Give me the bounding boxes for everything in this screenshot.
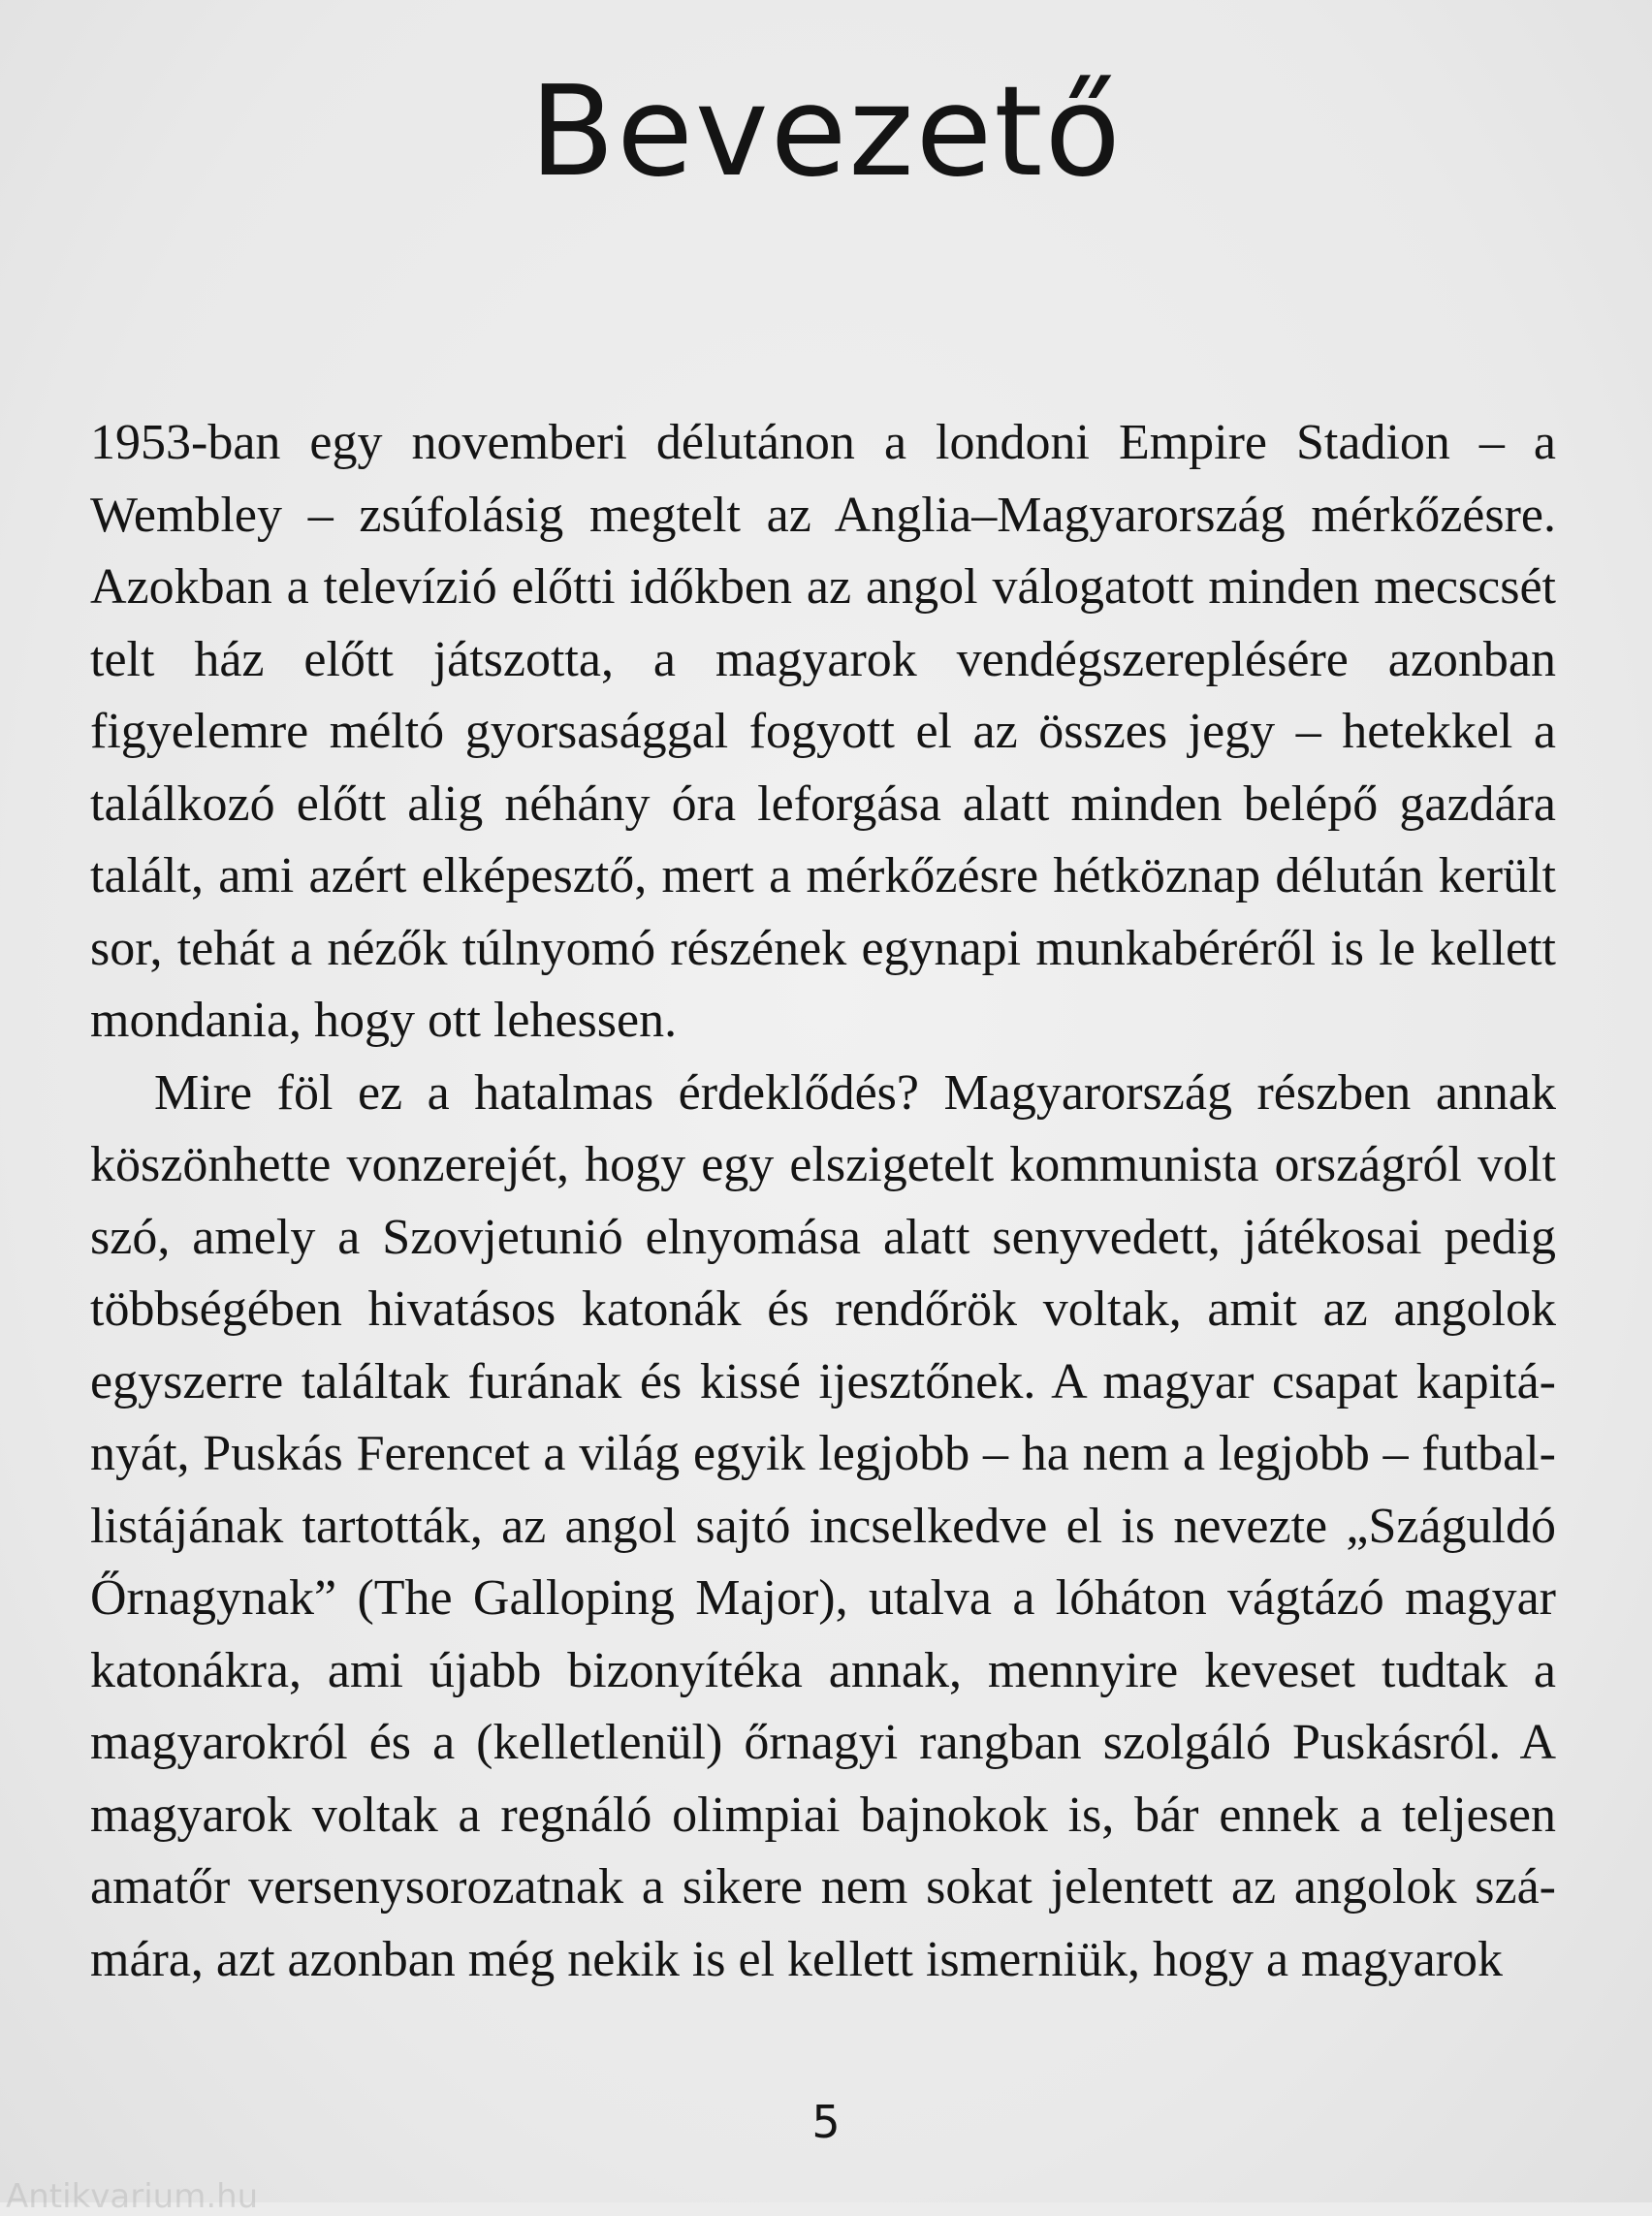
page-number: 5 <box>811 2096 841 2148</box>
paragraph-2: Mire föl ez a hatalmas érdeklődés? Magyarország részben annak köszönhette vonzerejét, hogy egy elszigetelt kommunista országról volt szó, amely a Szovjetunió elnyomása alatt senyvedett, játékosai pedig többségében hivatásos katonák és rendőrök voltak, amit az angolok egyszerre találtak furának és kissé ijesztőnek. A magyar csapat kapitányát, Puskás Ferencet a világ egyik legjobb – ha nem a legjobb – futballistájának tartották, az angol sajtó incselkedve el is nevezte „Száguldó Őrnagynak” (The Galloping Major), utalva a lóháton vágtázó magyar katonákra, ami újabb bizonyítéka annak, mennyire keveset tudtak a magyarokról és a (kelletlenül) őrnagyi rangban szolgáló Puskásról. A magyarok voltak a regnáló olimpiai bajnokok is, bár ennek a teljesen amatőr versenysorozatnak a sikere nem sokat jelentett az angolok számára, azt azonban még nekik is el kellett ismerniük, hogy a magyarok <box>90 1064 1556 1987</box>
watermark: Antikvarium.hu <box>6 2177 259 2216</box>
chapter-body <box>90 407 1556 1996</box>
chapter-title: Bevezető <box>529 60 1123 205</box>
paragraph-1: 1953-ban egy novemberi délutánon a londoni Empire Stadion – a Wembley – zsúfolásig megtelt az Anglia–Magyarország mérkőzésre. Azokban a televízió előtti időkben az angol válogatott minden mecscsét telt ház előtt játszotta, a magyarok vendégszereplésére azonban figyelemre méltó gyorsasággal fogyott el az összes jegy – hetekkel a találkozó előtt alig néhány óra leforgása alatt minden belépő gazdára talált, ami azért elképesztő, mert a mérkőzésre hétköznap délután került sor, tehát a nézők túlnyomó részének egynapi munkabéréről is le kellett mondania, hogy ott lehessen. <box>90 415 1556 1048</box>
